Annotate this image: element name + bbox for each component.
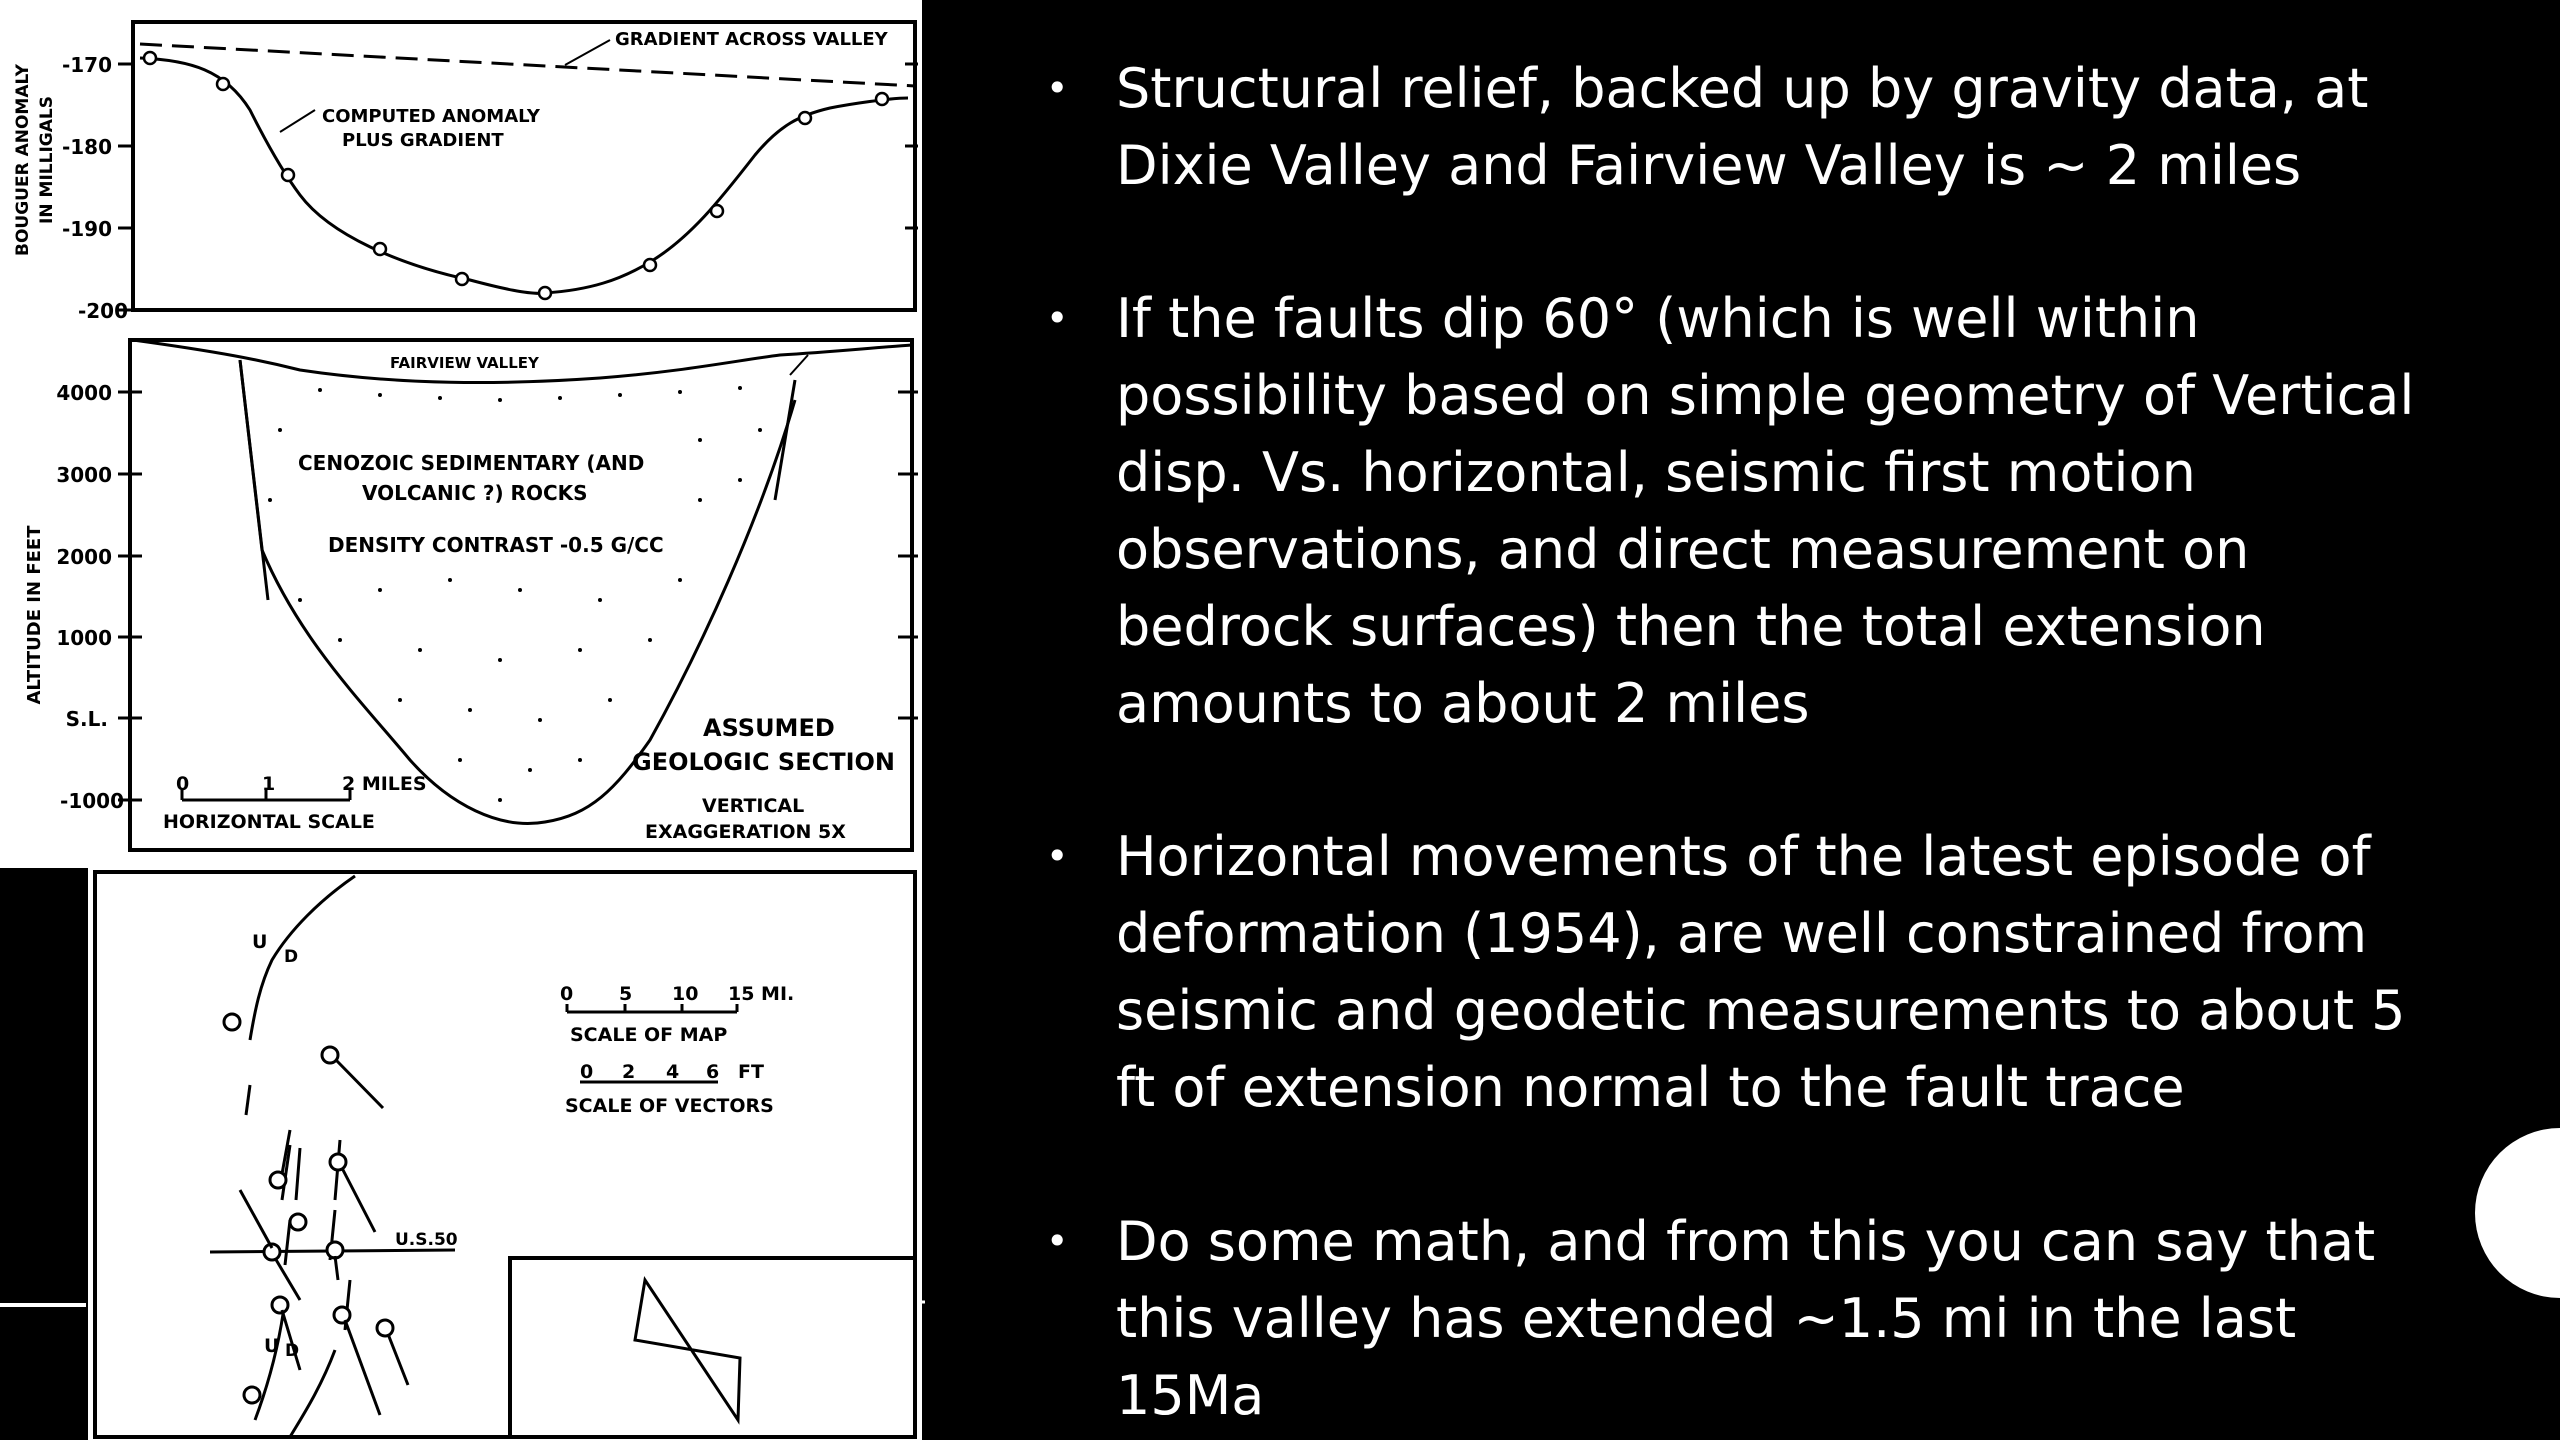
bullet-dot: • <box>1046 296 1069 340</box>
map-scale-tick: 15 MI. <box>728 983 795 1005</box>
assumed-label: ASSUMED <box>703 714 835 742</box>
gravity-ytick: -180 <box>61 135 112 159</box>
gravity-ytick: -200 <box>77 299 128 323</box>
bullet-line: Structural relief, backed up by gravity data, at <box>1116 57 2369 120</box>
section-ytick: -1000 <box>60 789 124 813</box>
bullet-line: disp. Vs. horizontal, seismic first motion <box>1116 441 2196 504</box>
bullet-dot: • <box>1046 66 1069 110</box>
gravity-ytick: -190 <box>61 217 112 241</box>
valley-name: FAIRVIEW VALLEY <box>390 354 539 372</box>
gravity-ylabel: IN MILLIGALS <box>37 96 57 224</box>
vector-scale-tick: FT <box>738 1061 764 1083</box>
vector-scale-label: SCALE OF VECTORS <box>565 1095 774 1117</box>
vector-scale-tick: 0 <box>580 1061 594 1083</box>
vector-scale-tick: 4 <box>666 1061 680 1083</box>
u-label: U <box>264 1335 280 1357</box>
scale-label: HORIZONTAL SCALE <box>163 811 375 833</box>
d-label: D <box>284 947 299 967</box>
bullet-line: seismic and geodetic measurements to about 5 <box>1116 979 2406 1042</box>
rocks-label: VOLCANIC ?) ROCKS <box>362 481 588 505</box>
figure-panel <box>0 0 925 1440</box>
section-ytick: 3000 <box>56 463 112 487</box>
gravity-ytick: -170 <box>61 53 112 77</box>
road-label: U.S.50 <box>395 1230 458 1250</box>
section-ytick: 2000 <box>56 545 112 569</box>
bullet-item <box>1030 818 2406 1126</box>
map-scale-tick: 10 <box>672 983 699 1005</box>
bullet-line: possibility based on simple geometry of Vertical <box>1116 364 2415 427</box>
bullet-item <box>1030 50 2368 204</box>
bullet-line: observations, and direct measurement on <box>1116 518 2250 581</box>
section-ytick: S.L. <box>65 707 108 731</box>
u-label: U <box>252 931 268 953</box>
section-ytick: 4000 <box>56 381 112 405</box>
gradient-label: GRADIENT ACROSS VALLEY <box>615 29 888 50</box>
map-scale-tick: 0 <box>560 983 574 1005</box>
vertical-label: VERTICAL <box>702 795 805 817</box>
bullet-line: this valley has extended ~1.5 mi in the last 15Ma <box>1116 1287 2297 1427</box>
rocks-label: CENOZOIC SEDIMENTARY (AND <box>298 451 645 475</box>
bullet-line: bedrock surfaces) then the total extension <box>1116 595 2266 658</box>
map-scale-tick: 5 <box>619 983 633 1005</box>
computed-label: COMPUTED ANOMALY <box>322 106 540 127</box>
section-ytick: 1000 <box>56 626 112 650</box>
scale-tick: 0 <box>176 773 190 795</box>
decorative-circle <box>2475 1128 2560 1298</box>
section-ylabel: ALTITUDE IN FEET <box>24 525 45 705</box>
bullet-item <box>1030 280 2414 742</box>
assumed-label: GEOLOGIC SECTION <box>632 748 896 776</box>
bullet-line: Dixie Valley and Fairview Valley is ~ 2 miles <box>1116 134 2302 197</box>
vector-scale-tick: 2 <box>622 1061 636 1083</box>
computed-label: PLUS GRADIENT <box>342 130 504 151</box>
vector-scale-tick: 6 <box>706 1061 720 1083</box>
bullet-dot: • <box>1046 1219 1069 1263</box>
bullet-line: If the faults dip 60° (which is well within <box>1116 287 2200 350</box>
density-label: DENSITY CONTRAST -0.5 G/CC <box>328 533 664 557</box>
scale-tick: 1 <box>262 773 276 795</box>
map-scale-label: SCALE OF MAP <box>570 1024 728 1046</box>
bullet-line: ft of extension normal to the fault trace <box>1116 1056 2185 1119</box>
bullet-item <box>1030 1203 2450 1434</box>
bullet-line: deformation (1954), are well constrained from <box>1116 902 2368 965</box>
bullet-dot: • <box>1046 834 1069 878</box>
scale-tick: 2 MILES <box>342 773 427 795</box>
d-label: D <box>285 1341 300 1361</box>
bullet-line: amounts to about 2 miles <box>1116 672 1810 735</box>
gravity-ylabel: BOUGUER ANOMALY <box>13 64 33 256</box>
bullet-line: Horizontal movements of the latest episode of <box>1116 825 2371 888</box>
bullet-line: Do some math, and from this you can say that <box>1116 1210 2376 1273</box>
vertical-label: EXAGGERATION 5X <box>645 821 846 843</box>
